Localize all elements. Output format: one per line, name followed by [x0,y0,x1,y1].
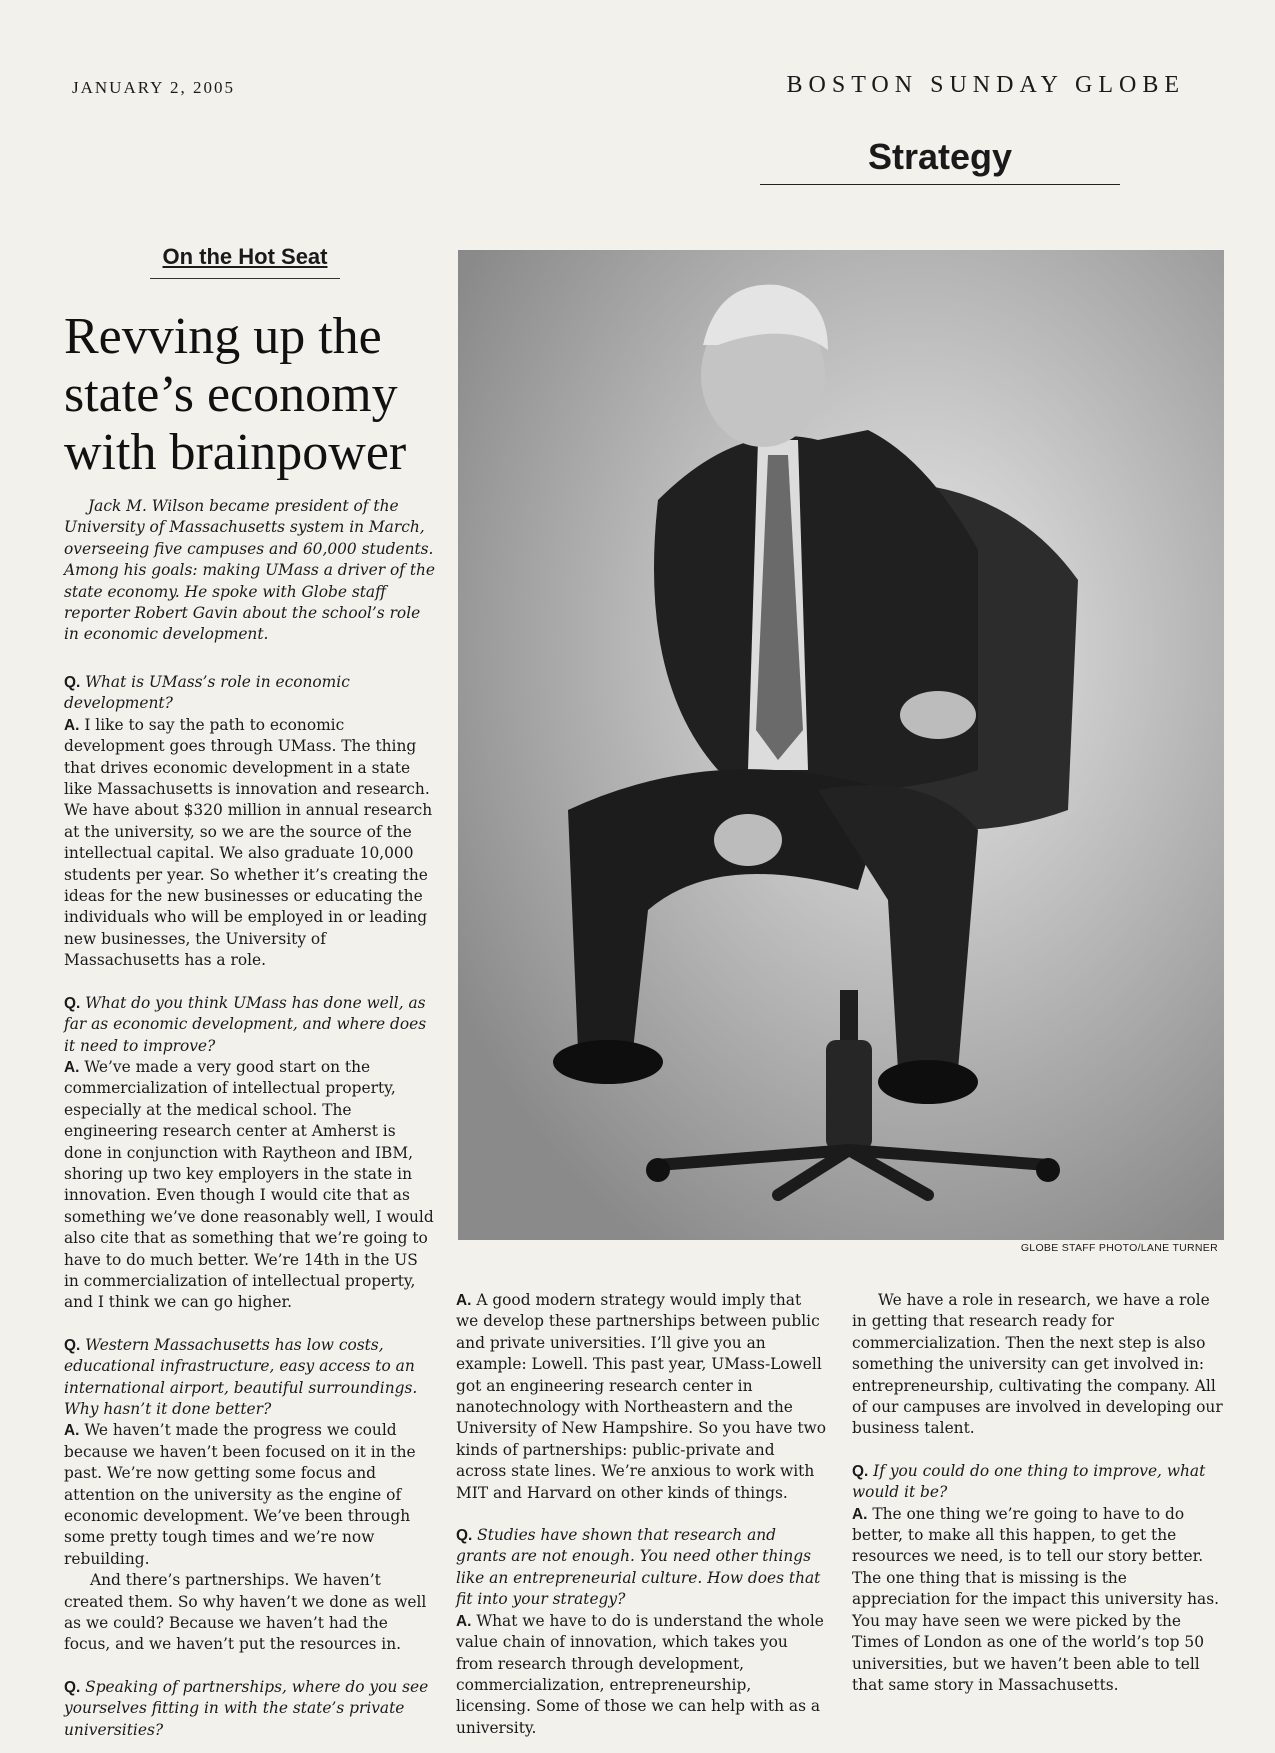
a-label: A. [64,1058,80,1076]
a-label: A. [64,716,80,734]
intro-paragraph: Jack M. Wilson became president of the University of Massachusetts system in March, overseeing five campuses and 60,000 students. Among his goals: making UMass a driver of the state economy. He spoke with Globe staff reporter Robert Gavin about the school’s role in economic development. [64,497,436,644]
answer-3 [64,1420,436,1570]
q-label: Q. [64,994,81,1012]
q-label: Q. [64,1336,81,1354]
column-3 [852,1290,1224,1696]
headline [64,308,444,482]
column-2 [456,1290,828,1739]
q-label: Q. [64,674,81,691]
question-text: What is UMass’s role in economic development? [64,673,350,713]
answer-3-continued: And there’s partnerships. We haven’t created them. So why haven’t we done as well as we could? Because we haven’t had the focus, and we haven’t put the resources in. [64,1571,427,1654]
question-3 [64,1335,436,1421]
a-label: A. [456,1612,472,1630]
question-text: What do you think UMass has done well, as far as economic development, and where does it need to improve? [64,993,427,1055]
answer-1 [64,715,436,972]
answer-text: What we have to do is understand the whole value chain of innovation, which takes you from research through development, commercialization, entrepreneurship, licensing. Some of those we can help with as a university. [456,1611,824,1737]
dateline: JANUARY 2, 2005 [72,78,236,97]
kicker-rule [150,278,340,279]
section-title: Strategy [867,136,1013,177]
a-label: A. [852,1505,868,1523]
question-text: Studies have shown that research and grants are not enough. You need other things like an entrepreneurial culture. How does that fit into your strategy? [456,1526,821,1609]
q-label: Q. [852,1462,869,1480]
headline-line: state’s economy [64,366,398,423]
question-text: If you could do one thing to improve, what would it be? [852,1461,1206,1502]
question-6 [852,1461,1224,1504]
answer-6 [852,1504,1224,1697]
portrait-photo [458,250,1224,1240]
answer-text: I like to say the path to economic development goes through UMass. The thing that drives economic development in a state like Massachusetts is innovation and research. We have about $320 million in annual research at the university, so we are the source of the intellectual capital. We also graduate 10,000 students per year. So whether it’s creating the ideas for the new businesses or educating the individuals who will be employed in or leading new businesses, the University of Massachusetts has a role. [64,715,433,970]
a-label: A. [64,1422,80,1440]
section-rule [760,184,1120,185]
q-label: Q. [64,1678,81,1696]
answer-5-continued: We have a role in research, we have a role in getting that research ready for commercialization. Then the next step is also something the university can get involved in: entrepreneurship, cultivating the company. All of our campuses are involved in developing our business talent. [852,1291,1223,1438]
answer-5 [456,1611,828,1739]
answer-2 [64,1057,436,1314]
answer-text: A good modern strategy would imply that we develop these partnerships between public and private universities. I’ll give you an example: Lowell. This past year, UMass-Lowell got an engineering research center in nanotechnology with Northeastern and the University of New Hampshire. So you have two kinds of partnerships: public-private and across state lines. We’re anxious to work with MIT and Harvard on other kinds of things. [456,1291,826,1502]
question-4 [64,1677,436,1741]
question-text: Speaking of partnerships, where do you see yourselves fitting in with the state’s private universities? [64,1677,429,1739]
question-5 [456,1525,828,1611]
answer-4 [456,1290,828,1504]
question-2 [64,993,436,1057]
answer-text: We haven’t made the progress we could because we haven’t been focused on it in the past. We’re now getting some focus and attention on the university as the engine of economic development. We’ve been through some pretty tough times and we’re now rebuilding. [64,1421,416,1568]
question-1 [64,672,436,715]
headline-line: Revving up the [64,308,382,365]
photo-credit: GLOBE STAFF PHOTO/LANE TURNER [1020,1242,1218,1254]
seated-man-illustration [458,250,1224,1240]
kicker: On the Hot Seat [162,244,328,269]
q-label: Q. [456,1527,473,1545]
a-label: A. [456,1292,472,1309]
newspaper-name: BOSTON SUNDAY GLOBE [786,72,1185,98]
headline-line: with brainpower [64,424,407,481]
column-1 [64,672,436,1741]
question-text: Western Massachusetts has low costs, educational infrastructure, easy access to an international airport, beautiful surroundings. Why hasn’t it done better? [64,1335,418,1418]
answer-text: We’ve made a very good start on the commercialization of intellectual property, especially at the medical school. The engineering research center at Amherst is done in conjunction with Raytheon and IBM, shoring up two key employers in the state in innovation. Even though I would cite that as something we’ve done reasonably well, I would also cite that as something that we’re going to have to do much better. We’re 14th in the US in commercialization of intellectual property, and I think we can go higher. [64,1057,434,1312]
answer-text: The one thing we’re going to have to do better, to make all this happen, to get the resources we need, is to tell our story better. The one thing that is missing is the appreciation for the impact this university has. You may have seen we were picked by the Times of London as one of the world’s top 50 universities, but we haven’t been able to tell that same story in Massachusetts. [852,1504,1219,1694]
